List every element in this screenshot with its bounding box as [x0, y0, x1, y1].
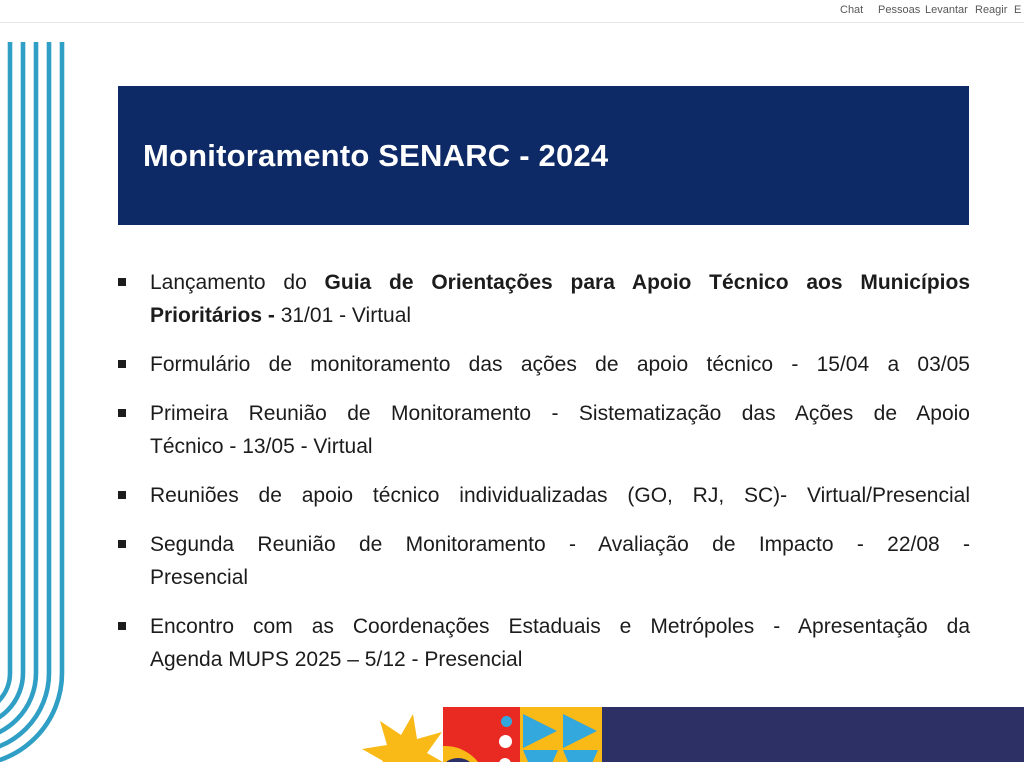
bullet-text: Segunda Reunião de Monitoramento - Avaliação de Impacto - 22/08 - Presencial: [150, 533, 970, 589]
logo-triangles-tile: [520, 707, 602, 762]
bullet-marker: [118, 528, 150, 594]
logo-triangles-icon: [520, 707, 602, 762]
slide-title: Monitoramento SENARC - 2024: [143, 137, 609, 173]
logo-cyan-dot: [501, 716, 512, 727]
bullet-marker: [118, 397, 150, 463]
bullet-text: Primeira Reunião de Monitoramento - Sistematização das Ações de Apoio Técnico - 13/05 - Virtual: [150, 402, 970, 458]
bullet-marker: [118, 266, 150, 332]
bullet-text: Lançamento do Guia de Orientações para Apoio Técnico aos Municípios Prioritários - 31/01 - Virtual: [150, 271, 970, 327]
bullet-marker: [118, 610, 150, 676]
bullet-text: Encontro com as Coordenações Estaduais e Metrópoles - Apresentação da Agenda MUPS 2025 – 5/12 - Presencial: [150, 615, 970, 671]
toolbar-item-reagir[interactable]: Reagir: [975, 4, 1008, 16]
toolbar-item-exibir[interactable]: E: [1014, 4, 1022, 16]
logo-white-dot-partial: [499, 758, 511, 762]
bullet-text: Formulário de monitoramento das ações de apoio técnico - 15/04 a 03/05: [150, 353, 970, 376]
logo-navy-bar: [602, 707, 1024, 762]
bullet-item: [118, 348, 970, 381]
toolbar-divider: [0, 22, 1024, 23]
meeting-toolbar: [0, 0, 1024, 22]
bullet-text: Reuniões de apoio técnico individualizadas (GO, RJ, SC)- Virtual/Presencial: [150, 484, 970, 507]
bullet-item: [118, 479, 970, 512]
bullet-marker: [118, 348, 150, 381]
logo-white-dot: [499, 735, 512, 748]
bullet-item: [118, 266, 970, 332]
toolbar-item-chat[interactable]: Chat: [840, 4, 864, 16]
bullet-item: [118, 528, 970, 594]
toolbar-item-pessoas[interactable]: Pessoas: [878, 4, 921, 16]
bullet-item: [118, 610, 970, 676]
toolbar-item-levantar[interactable]: Levantar: [925, 4, 968, 16]
logo-red-tile: [443, 707, 520, 762]
bullet-marker: [118, 479, 150, 512]
bullet-list: [118, 266, 970, 692]
sun-star-icon: [355, 702, 455, 762]
curved-stripes-decoration: [0, 0, 80, 762]
slide-title-block: [118, 86, 969, 225]
bullet-item: [118, 397, 970, 463]
